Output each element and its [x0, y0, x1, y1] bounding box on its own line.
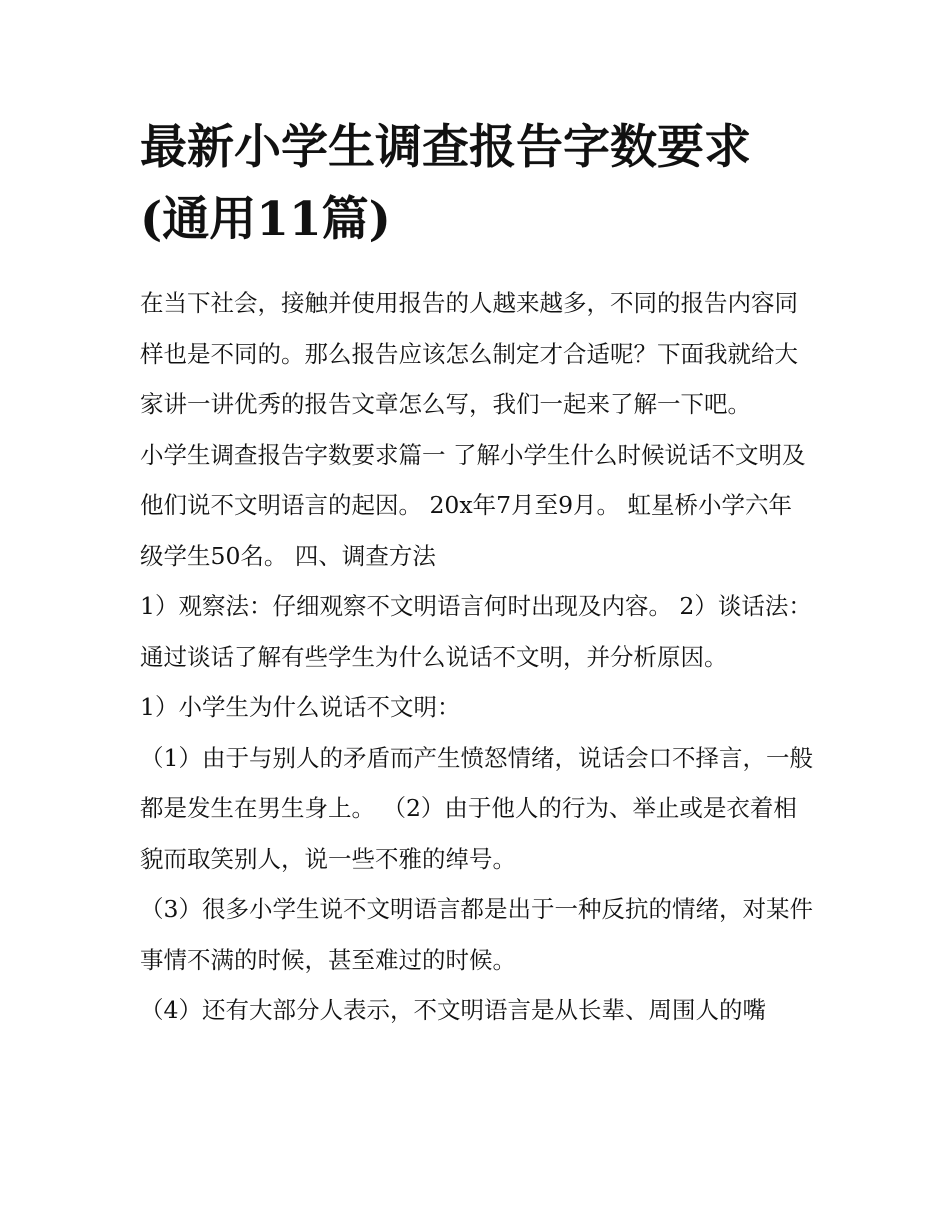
paragraph-intro: 在当下社会，接触并使用报告的人越来越多，不同的报告内容同样也是不同的。那么报告应该怎么制定才合适呢？下面我就给大家讲一讲优秀的报告文章怎么写，我们一起来了解一下吧。	[140, 289, 798, 418]
paragraph-reason-1-2: （1）由于与别人的矛盾而产生愤怒情绪，说话会口不择言，一般都是发生在男生身上。 （2）由于他人的行为、举止或是衣着相貌而取笑别人，说一些不雅的绰号。	[140, 743, 813, 873]
paragraph-reason-4: （4）还有大部分人表示，不文明语言是从长辈、周围人的嘴	[140, 996, 766, 1024]
document-title: 最新小学生调查报告字数要求(通用11篇)	[140, 120, 751, 247]
paragraph-reasons-heading: 1）小学生为什么说话不文明：	[140, 693, 461, 721]
paragraph-reason-3: （3）很多小学生说不文明语言都是出于一种反抗的情绪，对某件事情不满的时候，甚至难过的时候。	[140, 895, 813, 974]
document-page	[140, 112, 815, 1036]
paragraph-methods: 1）观察法：仔细观察不文明语言何时出现及内容。 2）谈话法：通过谈话了解有些学生为什么说话不文明，并分析原因。	[140, 592, 812, 671]
document-body	[140, 278, 815, 1036]
paragraph-section-one: 小学生调查报告字数要求篇一 了解小学生什么时候说话不文明及他们说不文明语言的起因。 20x年7月至9月。 虹星桥小学六年级学生50名。 四、调查方法	[140, 440, 806, 570]
